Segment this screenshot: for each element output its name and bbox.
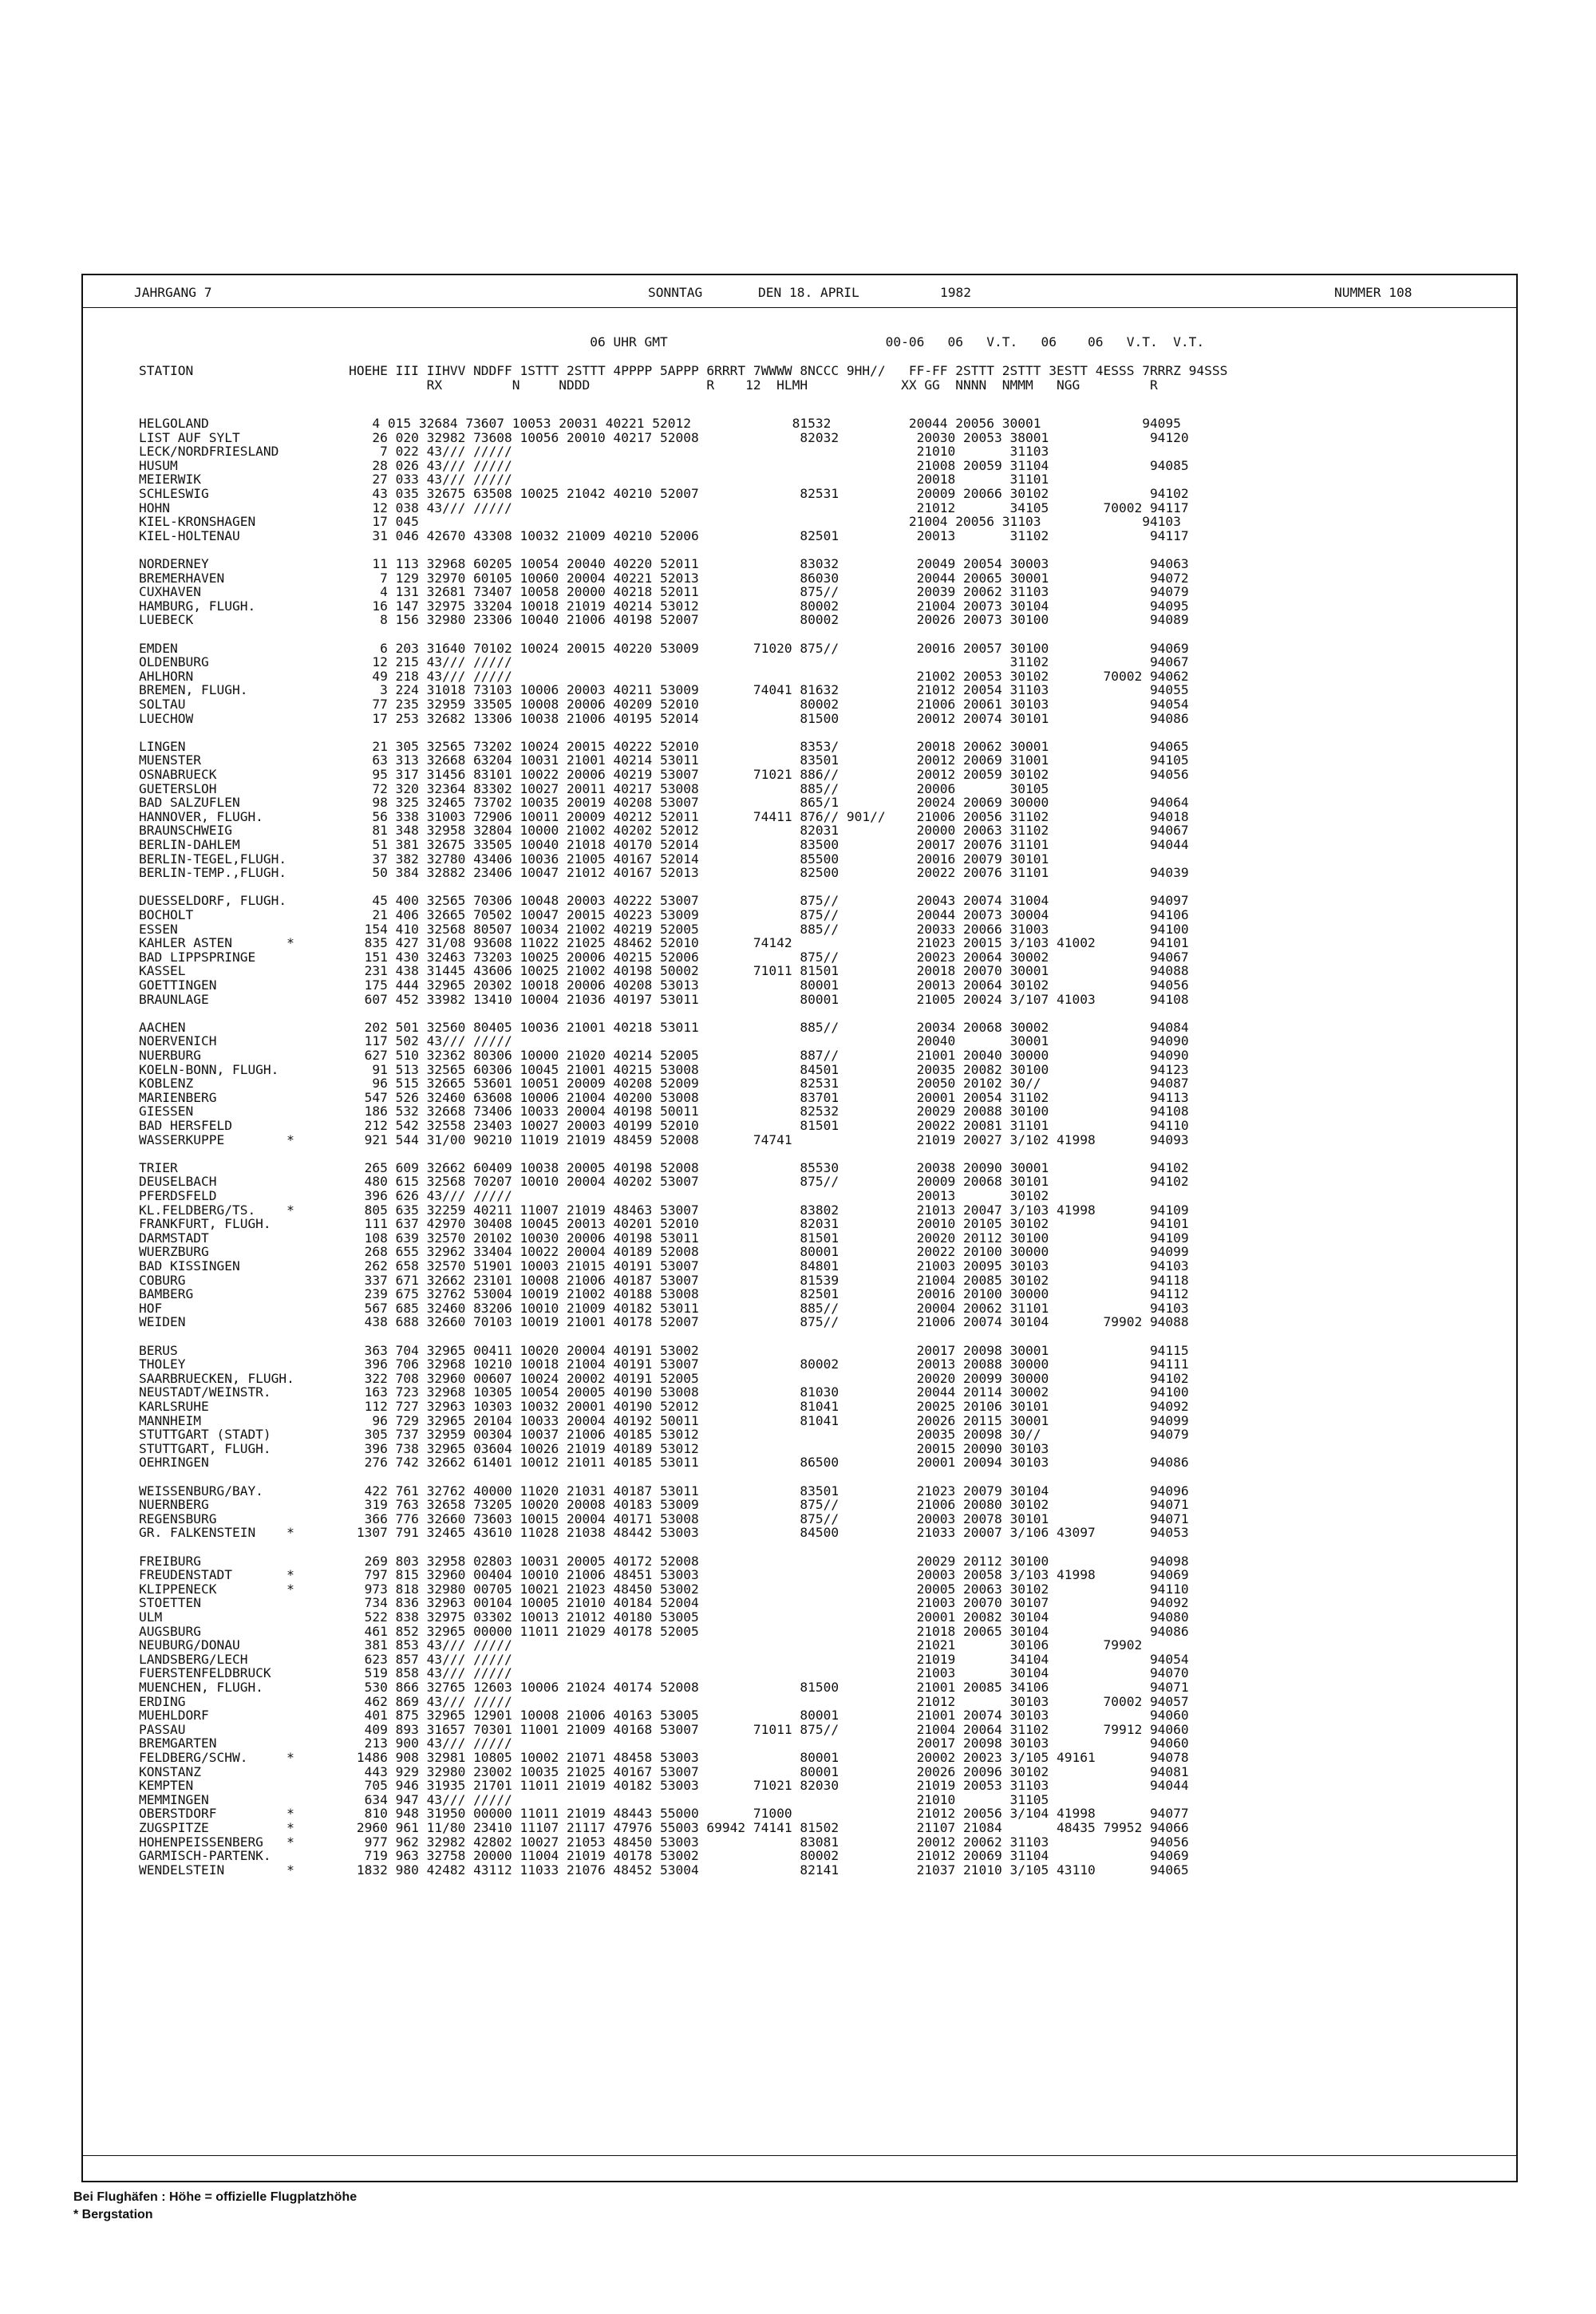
column-header-line: 06 UHR GMT 00-06 06 V.T. 06 06 V.T. V.T. — [139, 334, 1205, 349]
table-row: BAD HERSFELD 212 542 32558 23403 10027 20003 40199 52010 81501 20022 20081 31101 94110 — [139, 1118, 1189, 1133]
table-row: SOLTAU 77 235 32959 33505 10008 20006 40209 52010 80002 21006 20061 30103 94054 — [139, 697, 1189, 712]
table-row: FRANKFURT, FLUGH. 111 637 42970 30408 10045 20013 40201 52010 82031 20010 20105 30102 94101 — [139, 1216, 1189, 1232]
table-row: BREMGARTEN 213 900 43/// ///// 20017 20098 30103 94060 — [139, 1736, 1189, 1751]
table-row: ERDING 462 869 43/// ///// 21012 30103 70002 94057 — [139, 1693, 1189, 1709]
table-row: BERLIN-DAHLEM 51 381 32675 33505 10040 21018 40170 52014 83500 20017 20076 31101 94044 — [139, 837, 1189, 852]
table-row: HOHN 12 038 43/// ///// 21012 34105 70002 94117 — [139, 500, 1189, 515]
table-row: HELGOLAND 4 015 32684 73607 10053 20031 40221 52012 81532 20044 20056 30001 94095 — [139, 416, 1181, 431]
table-row: PASSAU 409 893 31657 70301 11001 21009 40168 53007 71011 875// 21004 20064 31102 79912 94060 — [139, 1721, 1189, 1737]
table-row: SAARBRUECKEN, FLUGH. 322 708 32960 00607 10024 20002 40191 52005 20020 20099 30000 94102 — [139, 1370, 1189, 1386]
table-row: WASSERKUPPE * 921 544 31/00 90210 11019 21019 48459 52008 74741 21019 20027 3/102 41998 94093 — [139, 1131, 1189, 1147]
table-row: PFERDSFELD 396 626 43/// ///// 20013 30102 — [139, 1188, 1049, 1203]
table-row: MEIERWIK 27 033 43/// ///// 20018 31101 — [139, 472, 1049, 488]
table-row: STUTTGART (STADT) 305 737 32959 00304 10037 21006 40185 53012 20035 20098 30// 94079 — [139, 1427, 1189, 1443]
table-row: AACHEN 202 501 32560 80405 10036 21001 40218 53011 885// 20034 20068 30002 94084 — [139, 1019, 1189, 1035]
table-row: NUERBURG 627 510 32362 80306 10000 21020 40214 52005 887// 21001 20040 30000 94090 — [139, 1048, 1189, 1063]
table-row: KOBLENZ 96 515 32665 53601 10051 20009 40208 52009 82531 20050 20102 30// 94087 — [139, 1076, 1189, 1092]
table-row: OBERSTDORF * 810 948 31950 00000 11011 21019 48443 55000 71000 21012 20056 3/104 41998 94077 — [139, 1806, 1189, 1822]
table-row: EMDEN 6 203 31640 70102 10024 20015 40220 53009 71020 875// 20016 20057 30100 94069 — [139, 640, 1189, 656]
table-row: LECK/NORDFRIESLAND 7 022 43/// ///// 21010 31103 — [139, 444, 1049, 460]
footnote-mountain: * Bergstation — [73, 2208, 153, 2221]
table-row: NORDERNEY 11 113 32968 60205 10054 20040 40220 52011 83032 20049 20054 30003 94063 — [139, 556, 1189, 571]
table-row: LUECHOW 17 253 32682 13306 10038 21006 40195 52014 81500 20012 20074 30101 94086 — [139, 710, 1189, 726]
table-row: MUENCHEN, FLUGH. 530 866 32765 12603 10006 21024 40174 52008 81500 21001 20085 34106 94071 — [139, 1680, 1189, 1695]
table-row: NEUBURG/DONAU 381 853 43/// ///// 21021 30106 79902 — [139, 1637, 1143, 1653]
table-row: ESSEN 154 410 32568 80507 10034 21002 40219 52005 885// 20033 20066 31003 94100 — [139, 921, 1189, 937]
table-row: ULM 522 838 32975 03302 10013 21012 40180 53005 20001 20082 30104 94080 — [139, 1609, 1189, 1625]
table-row: STUTTGART, FLUGH. 396 738 32965 03604 10026 21019 40189 53012 20015 20090 30103 — [139, 1440, 1049, 1456]
table-row: BERLIN-TEMP.,FLUGH. 50 384 32882 23406 10047 21012 40167 52013 82500 20022 20076 31101 94039 — [139, 865, 1189, 881]
table-row: LINGEN 21 305 32565 73202 10024 20015 40222 52010 8353/ 20018 20062 30001 94065 — [139, 738, 1189, 754]
table-row: THOLEY 396 706 32968 10210 10018 21004 40191 53007 80002 20013 20088 30000 94111 — [139, 1356, 1189, 1372]
table-row: WEISSENBURG/BAY. 422 761 32762 40000 11020 21031 40187 53011 83501 21023 20079 30104 94096 — [139, 1483, 1189, 1499]
header-weekday: SONNTAG — [648, 285, 703, 300]
table-row: FREIBURG 269 803 32958 02803 10031 20005 40172 52008 20029 20112 30100 94098 — [139, 1553, 1189, 1569]
table-row: TRIER 265 609 32662 60409 10038 20005 40198 52008 85530 20038 20090 30001 94102 — [139, 1159, 1189, 1175]
table-row: FELDBERG/SCHW. * 1486 908 32981 10805 10002 21071 48458 53003 80001 20002 20023 3/105 49161 94078 — [139, 1750, 1189, 1765]
table-row: KOELN-BONN, FLUGH. 91 513 32565 60306 10045 21001 40215 53008 84501 20035 20082 30100 94123 — [139, 1061, 1189, 1077]
table-row: WEIDEN 438 688 32660 70103 10019 21001 40178 52007 875// 21006 20074 30104 79902 94088 — [139, 1314, 1189, 1330]
table-row: HOF 567 685 32460 83206 10010 21009 40182 53011 885// 20004 20062 31101 94103 — [139, 1300, 1189, 1316]
table-row: OLDENBURG 12 215 43/// ///// 31102 94067 — [139, 654, 1189, 670]
table-row: BOCHOLT 21 406 32665 70502 10047 20015 40223 53009 875// 20044 20073 30004 94106 — [139, 907, 1189, 922]
table-row: OSNABRUECK 95 317 31456 83101 10022 20006 40219 53007 71021 886// 20012 20059 30102 94056 — [139, 767, 1189, 782]
table-row: DEUSELBACH 480 615 32568 70207 10010 20004 40202 53007 875// 20009 20068 30101 94102 — [139, 1174, 1189, 1190]
table-row: BRAUNSCHWEIG 81 348 32958 32804 10000 21002 40202 52012 82031 20000 20063 31102 94067 — [139, 823, 1189, 839]
table-row: KIEL-HOLTENAU 31 046 42670 43308 10032 21009 40210 52006 82501 20013 31102 94117 — [139, 527, 1189, 543]
table-row: HAMBURG, FLUGH. 16 147 32975 33204 10018 21019 40214 53012 80002 21004 20073 30104 94095 — [139, 598, 1189, 614]
table-row: BERLIN-TEGEL,FLUGH. 37 382 32780 43406 10036 21005 40167 52014 85500 20016 20079 30101 — [139, 851, 1049, 867]
table-row: MEMMINGEN 634 947 43/// ///// 21010 31105 — [139, 1791, 1049, 1807]
table-row: BERUS 363 704 32965 00411 10020 20004 40191 53002 20017 20098 30001 94115 — [139, 1342, 1189, 1358]
table-row: REGENSBURG 366 776 32660 73603 10015 20004 40171 53008 875// 20003 20078 30101 94071 — [139, 1510, 1189, 1526]
table-row: BAD KISSINGEN 262 658 32570 51901 10003 21015 40191 53007 84801 21003 20095 30103 94103 — [139, 1258, 1189, 1273]
table-row: LUEBECK 8 156 32980 23306 10040 21006 40198 52007 80002 20026 20073 30100 94089 — [139, 612, 1189, 628]
header-issue: NUMMER 108 — [1334, 285, 1412, 300]
table-row: KONSTANZ 443 929 32980 23002 10035 21025 40167 53007 80001 20026 20096 30102 94081 — [139, 1763, 1189, 1779]
column-header-line: RX N NDDD R 12 HLMH XX GG NNNN NMMM NGG R — [139, 377, 1158, 393]
table-row: LANDSBERG/LECH 623 857 43/// ///// 21019 34104 94054 — [139, 1651, 1189, 1667]
table-row: COBURG 337 671 32662 23101 10008 21006 40187 53007 81539 21004 20085 30102 94118 — [139, 1272, 1189, 1288]
table-row: KAHLER ASTEN * 835 427 31/08 93608 11022 21025 48462 52010 74142 21023 20015 3/103 41002 94101 — [139, 935, 1189, 951]
table-row: MUENSTER 63 313 32668 63204 10031 21001 40214 53011 83501 20012 20069 31001 94105 — [139, 752, 1189, 768]
table-row: KL.FELDBERG/TS. * 805 635 32259 40211 11007 21019 48463 53007 83802 21013 20047 3/103 41998 94109 — [139, 1202, 1189, 1218]
table-row: NUERNBERG 319 763 32658 73205 10020 20008 40183 53009 875// 21006 20080 30102 94071 — [139, 1497, 1189, 1513]
table-row: GARMISCH-PARTENK. 719 963 32758 20000 11004 21019 40178 53002 80002 21012 20069 31104 94069 — [139, 1848, 1189, 1864]
table-row: GR. FALKENSTEIN * 1307 791 32465 43610 11028 21038 48442 53003 84500 21033 20007 3/106 43097 94053 — [139, 1525, 1189, 1541]
table-row: WENDELSTEIN * 1832 980 42482 43112 11033 21076 48452 53004 82141 21037 21010 3/105 43110 94065 — [139, 1862, 1189, 1878]
table-row: LIST AUF SYLT 26 020 32982 73608 10056 20010 40217 52008 82032 20030 20053 38001 94120 — [139, 429, 1189, 445]
table-row: BAD SALZUFLEN 98 325 32465 73702 10035 20019 40208 53007 865/1 20024 20069 30000 94064 — [139, 795, 1189, 811]
table-row: BAMBERG 239 675 32762 53004 10019 21002 40188 53008 82501 20016 20100 30000 94112 — [139, 1286, 1189, 1302]
table-row: DUESSELDORF, FLUGH. 45 400 32565 70306 10048 20003 40222 53007 875// 20043 20074 31004 94097 — [139, 893, 1189, 909]
table-row: KEMPTEN 705 946 31935 21701 11011 21019 40182 53003 71021 82030 21019 20053 31103 94044 — [139, 1778, 1189, 1794]
table-row: WUERZBURG 268 655 32962 33404 10022 20004 40189 52008 80001 20022 20100 30000 94099 — [139, 1244, 1189, 1260]
table-row: FUERSTENFELDBRUCK 519 858 43/// ///// 21003 30104 94070 — [139, 1665, 1189, 1681]
table-row: KASSEL 231 438 31445 43606 10025 21002 40198 50002 71011 81501 20018 20070 30001 94088 — [139, 963, 1189, 979]
table-row: CUXHAVEN 4 131 32681 73407 10058 20000 40218 52011 875// 20039 20062 31103 94079 — [139, 584, 1189, 600]
table-row: GIESSEN 186 532 32668 73406 10033 20004 40198 50011 82532 20029 20088 30100 94108 — [139, 1104, 1189, 1119]
table-row: GOETTINGEN 175 444 32965 20302 10018 20006 40208 53013 80001 20013 20064 30102 94056 — [139, 977, 1189, 993]
table-row: ZUGSPITZE * 2960 961 11/80 23410 11107 21117 47976 55003 69942 74141 81502 21107 21084 48435 79952 94066 — [139, 1820, 1189, 1835]
table-row: BRAUNLAGE 607 452 33982 13410 10004 21036 40197 53011 80001 21005 20024 3/107 41003 94108 — [139, 991, 1189, 1007]
table-row: MANNHEIM 96 729 32965 20104 10033 20004 40192 50011 81041 20026 20115 30001 94099 — [139, 1412, 1189, 1428]
table-row: NEUSTADT/WEINSTR. 163 723 32968 10305 10054 20005 40190 53008 81030 20044 20114 30002 94100 — [139, 1384, 1189, 1400]
table-row: KIEL-KRONSHAGEN 17 045 21004 20056 31103 94103 — [139, 514, 1181, 530]
table-row: GUETERSLOH 72 320 32364 83302 10027 20011 40217 53008 885// 20006 30105 — [139, 780, 1049, 796]
column-header-line: STATION HOEHE III IIHVV NDDFF 1STTT 2STTT 4PPPP 5APPP 6RRRT 7WWWW 8NCCC 9HH// FF-FF 2STTT 2STTT 3ESTT 4ESSS 7RRRZ 94SSS — [139, 363, 1228, 378]
table-row: AHLHORN 49 218 43/// ///// 21002 20053 30102 70002 94062 — [139, 668, 1189, 684]
table-row: MUEHLDORF 401 875 32965 12901 10008 21006 40163 53005 80001 21001 20074 30103 94060 — [139, 1708, 1189, 1724]
table-row: BREMERHAVEN 7 129 32970 60105 10060 20004 40221 52013 86030 20044 20065 30001 94072 — [139, 570, 1189, 586]
header-jahrgang: JAHRGANG 7 — [134, 285, 212, 300]
table-row: STOETTEN 734 836 32963 00104 10005 21010 40184 52004 21003 20070 30107 94092 — [139, 1595, 1189, 1611]
header-year: 1982 — [940, 285, 971, 300]
table-row: DARMSTADT 108 639 32570 20102 10030 20006 40198 53011 81501 20020 20112 30100 94109 — [139, 1230, 1189, 1246]
table-row: KARLSRUHE 112 727 32963 10303 10032 20001 40190 52012 81041 20025 20106 30101 94092 — [139, 1399, 1189, 1414]
table-row: HUSUM 28 026 43/// ///// 21008 20059 31104 94085 — [139, 457, 1189, 473]
table-row: BAD LIPPSPRINGE 151 430 32463 73203 10025 20006 40215 52006 875// 20023 20064 30002 94067 — [139, 949, 1189, 965]
table-row: AUGSBURG 461 852 32965 00000 11011 21029 40178 52005 21018 20065 30104 94086 — [139, 1623, 1189, 1639]
table-row: FREUDENSTADT * 797 815 32960 00404 10010 21006 48451 53003 20003 20058 3/103 41998 94069 — [139, 1567, 1189, 1583]
table-row: KLIPPENECK * 973 818 32980 00705 10021 21023 48450 53002 20005 20063 30102 94110 — [139, 1581, 1189, 1597]
table-row: OEHRINGEN 276 742 32662 61401 10012 21011 40185 53011 86500 20001 20094 30103 94086 — [139, 1455, 1189, 1471]
footnote-airport: Bei Flughäfen : Höhe = offizielle Flugplatzhöhe — [73, 2190, 358, 2204]
footer-divider — [83, 2155, 1516, 2156]
header-divider — [83, 307, 1516, 308]
table-row: SCHLESWIG 43 035 32675 63508 10025 21042 40210 52007 82531 20009 20066 30102 94102 — [139, 486, 1189, 501]
table-row: HANNOVER, FLUGH. 56 338 31003 72906 10011 20009 40212 52011 74411 876// 901// 21006 20056 31102 94018 — [139, 808, 1189, 824]
table-row: NOERVENICH 117 502 43/// ///// 20040 30001 94090 — [139, 1033, 1189, 1049]
header-date: DEN 18. APRIL — [758, 285, 859, 300]
table-row: BREMEN, FLUGH. 3 224 31018 73103 10006 20003 40211 53009 74041 81632 21012 20054 31103 94055 — [139, 682, 1189, 698]
table-row: MARIENBERG 547 526 32460 63608 10006 21004 40200 53008 83701 20001 20054 31102 94113 — [139, 1089, 1189, 1105]
table-row: HOHENPEISSENBERG * 977 962 32982 42802 10027 21053 48450 53003 83081 20012 20062 31103 94056 — [139, 1834, 1189, 1850]
